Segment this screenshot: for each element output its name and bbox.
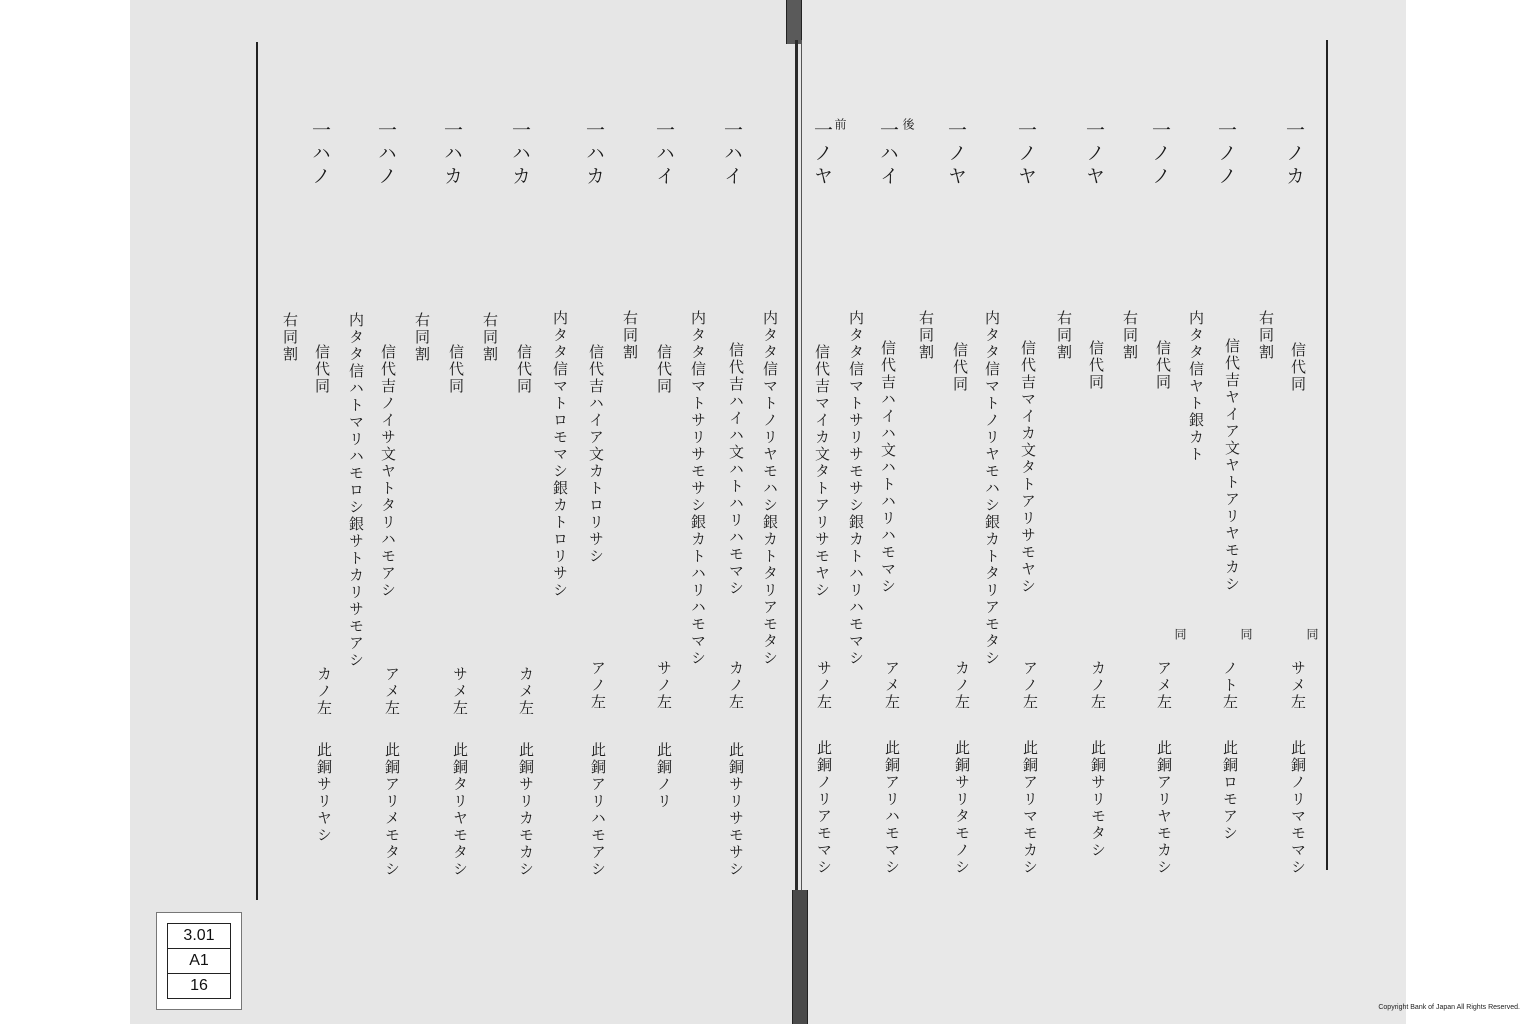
entry: 信代同 [515,344,533,395]
entry: 内タタ信マトノリヤモハシ銀カトタリアモタシ [761,310,779,667]
heading-note: 前 [833,118,847,131]
entry: 信代吉ハイハ文ハトハリハモマシ [879,340,897,595]
entry: 右同割 [917,310,935,361]
amount: 此銅サリタモノシ [953,740,971,876]
heading: 一ハノ [309,120,331,189]
entry: 信代同 [313,344,331,395]
heading: 一ノヤ [811,120,833,189]
heading: 一ノヤ [1015,120,1037,189]
amount: 此銅タリヤモタシ [451,742,469,878]
entry: 信代吉マイカ文タトアリサモヤシ [1019,340,1037,595]
catalog-number: 3.01 [168,924,230,949]
amount: 此銅サリモタシ [1089,740,1107,859]
heading: 一ハカ [583,120,605,189]
heading: 一ハイ [653,120,675,189]
entry: 右同割 [1121,310,1139,361]
binding-clip-top [786,0,802,44]
entry: 信代吉ハイア文カトロリサシ [587,344,605,565]
seal: アノ左 [589,660,607,711]
entry: 右同割 [1055,310,1073,361]
entry: 内タタ信ハトマリハモロシ銀サトカリサモアシ [347,312,365,669]
seal: アノ左 [1021,660,1039,711]
catalog-label-box [167,923,231,999]
entry: 右同割 [621,310,639,361]
heading: 一ノノ [1215,120,1237,189]
entry: 内タタ信マトサリサモサシ銀カトハリハモマシ [689,310,707,667]
seal: ノト左 [1221,660,1239,711]
amount: 此銅アリメモタシ [383,742,401,878]
center-fold [795,40,798,890]
entry: 信代同 [951,342,969,393]
seal: カメ左 [517,666,535,717]
heading: 一ハカ [441,120,463,189]
amount: 此銅ノリマモマシ [1289,740,1307,876]
amount: 此銅サリヤシ [315,742,333,844]
amount: 此銅アリマモカシ [1021,740,1039,876]
heading: 一ハイ [877,120,899,189]
catalog-series: A1 [168,949,230,974]
heading: 一ノノ [1149,120,1171,189]
amount: 此銅アリヤモカシ [1155,740,1173,876]
heading: 一ハカ [509,120,531,189]
ditto-mark: 同 [1239,628,1253,641]
heading: 一ハイ [721,120,743,189]
entry: 信代吉ノイサ文ヤトタリハモアシ [379,344,397,599]
heading: 一ハノ [375,120,397,189]
entry: 右同割 [1257,310,1275,361]
amount: 此銅ノリアモマシ [815,740,833,876]
catalog-label [156,912,242,1010]
amount: 此銅サリサモサシ [727,742,745,878]
amount: 此銅ロモアシ [1221,740,1239,842]
entry: 信代同 [1154,340,1172,391]
entry: 信代同 [447,344,465,395]
left-page-border [256,42,258,900]
seal: サメ左 [1289,660,1307,711]
entry: 信代同 [1289,342,1307,393]
amount: 此銅アリハモマシ [883,740,901,876]
ditto-mark: 同 [1173,628,1187,641]
seal: カノ左 [315,666,333,717]
seal: サメ左 [451,666,469,717]
heading: 一ノカ [1283,120,1305,189]
amount: 此銅アリハモアシ [589,742,607,878]
catalog-item: 16 [190,977,208,994]
amount: 此銅サリカモカシ [517,742,535,878]
copyright-notice: Copyright Bank of Japan All Rights Reserved. [1378,1004,1520,1011]
heading-note: 後 [901,118,915,131]
heading: 一ノヤ [1083,120,1105,189]
entry: 右同割 [413,312,431,363]
entry: 右同割 [481,312,499,363]
entry: 右同割 [281,312,299,363]
right-page-border [1326,40,1328,870]
seal: サノ左 [655,660,673,711]
seal: カノ左 [1089,660,1107,711]
amount: 此銅ノリ [655,742,673,810]
seal: アメ左 [383,666,401,717]
binding-clip-bottom [792,890,808,1024]
seal: カノ左 [953,660,971,711]
seal: カノ左 [727,660,745,711]
entry: 内タタ信マトノリヤモハシ銀カトタリアモタシ [983,310,1001,667]
entry: 信代同 [655,344,673,395]
entry: 信代吉ハイハ文ハトハリハモマシ [727,342,745,597]
center-fold-inner [801,40,802,890]
entry: 信代同 [1087,340,1105,391]
entry: 内タタ信ヤト銀カト [1187,310,1205,463]
entry: 信代吉ヤイア文ヤトアリヤモカシ [1223,338,1241,593]
ditto-mark: 同 [1305,628,1319,641]
seal: アメ左 [883,660,901,711]
entry: 信代吉マイカ文タトアリサモヤシ [813,344,831,599]
seal: アメ左 [1155,660,1173,711]
seal: サノ左 [815,660,833,711]
entry: 内タタ信マトサリサモサシ銀カトハリハモマシ [847,310,865,667]
heading: 一ノヤ [945,120,967,189]
entry: 内タタ信マトロモマシ銀カトロリサシ [551,310,569,599]
